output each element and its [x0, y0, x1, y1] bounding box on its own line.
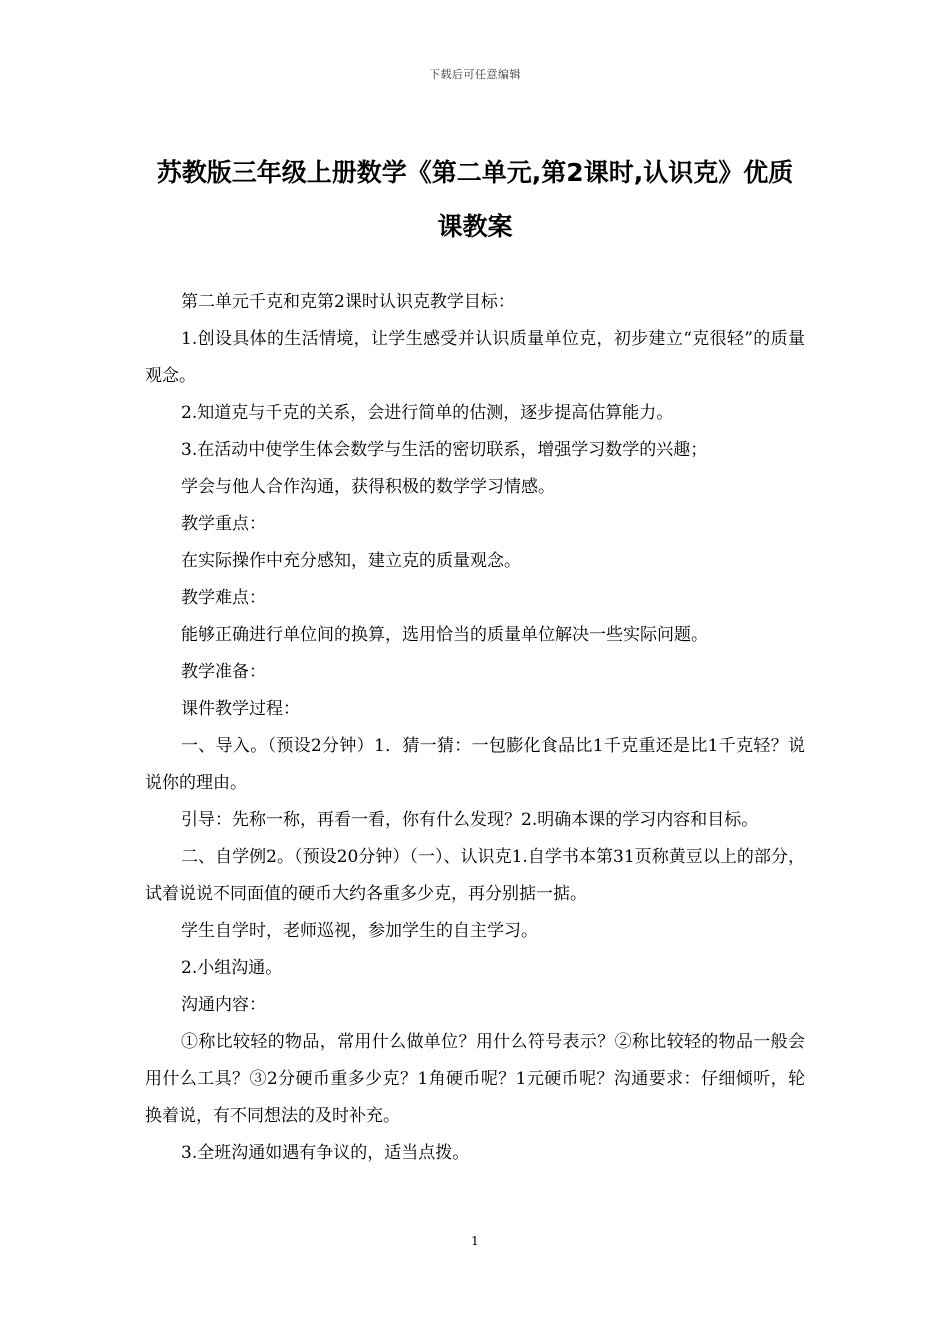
- paragraph-objective-3: 3.在活动中使学生体会数学与生活的密切联系，增强学习数学的兴趣；: [181, 440, 708, 460]
- paragraph-discussion-content: ①称比较轻的物品，常用什么做单位？用什么符号表示？②称比较轻的物品一般会用什么工具？③2分硬币重多少克？1角硬币呢？1元硬币呢？沟通要求：仔细倾听，轮换着说，有不同想法的及时补充。: [145, 1032, 805, 1126]
- document-title: [140, 146, 810, 254]
- paragraph-class-discussion: 3.全班沟通如遇有争议的，适当点拨。: [181, 1143, 470, 1163]
- paragraph-group-discussion: 2.小组沟通。: [181, 958, 283, 978]
- paragraph-discussion-content-heading: 沟通内容：: [181, 995, 266, 1015]
- title-line-1: 苏教版三年级上册数学《第二单元,第2课时,认识克》优质: [156, 158, 794, 187]
- page-header-note: 下载后可任意编辑: [429, 68, 521, 81]
- paragraph-difficulty-heading: 教学难点：: [181, 588, 266, 608]
- paragraph-objective-1: 1.创设具体的生活情境，让学生感受并认识质量单位克，初步建立“克很轻”的质量观念。: [145, 329, 805, 386]
- paragraph-self-study: 二、自学例2。（预设20分钟）（一）、认识克1.自学书本第31页称黄豆以上的部分，试着说说不同面值的硬币大约各重多少克，再分别掂一掂。: [145, 847, 805, 904]
- paragraph-objective-3-cont: 学会与他人合作沟通，获得积极的数学学习情感。: [181, 477, 555, 497]
- document-body: [145, 284, 805, 1172]
- title-line-2: 课教案: [437, 212, 513, 241]
- paragraph-process-heading: 课件教学过程：: [181, 699, 300, 719]
- paragraph-preparation-heading: 教学准备：: [181, 662, 266, 682]
- page-number: 1: [471, 1234, 479, 1248]
- paragraph-intro: 一、导入。（预设2分钟）1．猜一猜：一包膨化食品比1千克重还是比1千克轻？说说你的理由。: [145, 736, 805, 793]
- paragraph-key-points-heading: 教学重点：: [181, 514, 266, 534]
- paragraph-key-points: 在实际操作中充分感知，建立克的质量观念。: [181, 551, 521, 571]
- paragraph-guide: 引导：先称一称，再看一看，你有什么发现？2.明确本课的学习内容和目标。: [181, 810, 759, 830]
- paragraph-difficulty: 能够正确进行单位间的换算，选用恰当的质量单位解决一些实际问题。: [181, 625, 708, 645]
- paragraph-objective-2: 2.知道克与千克的关系，会进行简单的估测，逐步提高估算能力。: [181, 403, 674, 423]
- paragraph-objectives-heading: 第二单元千克和克第2课时认识克教学目标：: [181, 292, 515, 312]
- paragraph-teacher-patrol: 学生自学时，老师巡视，参加学生的自主学习。: [181, 921, 538, 941]
